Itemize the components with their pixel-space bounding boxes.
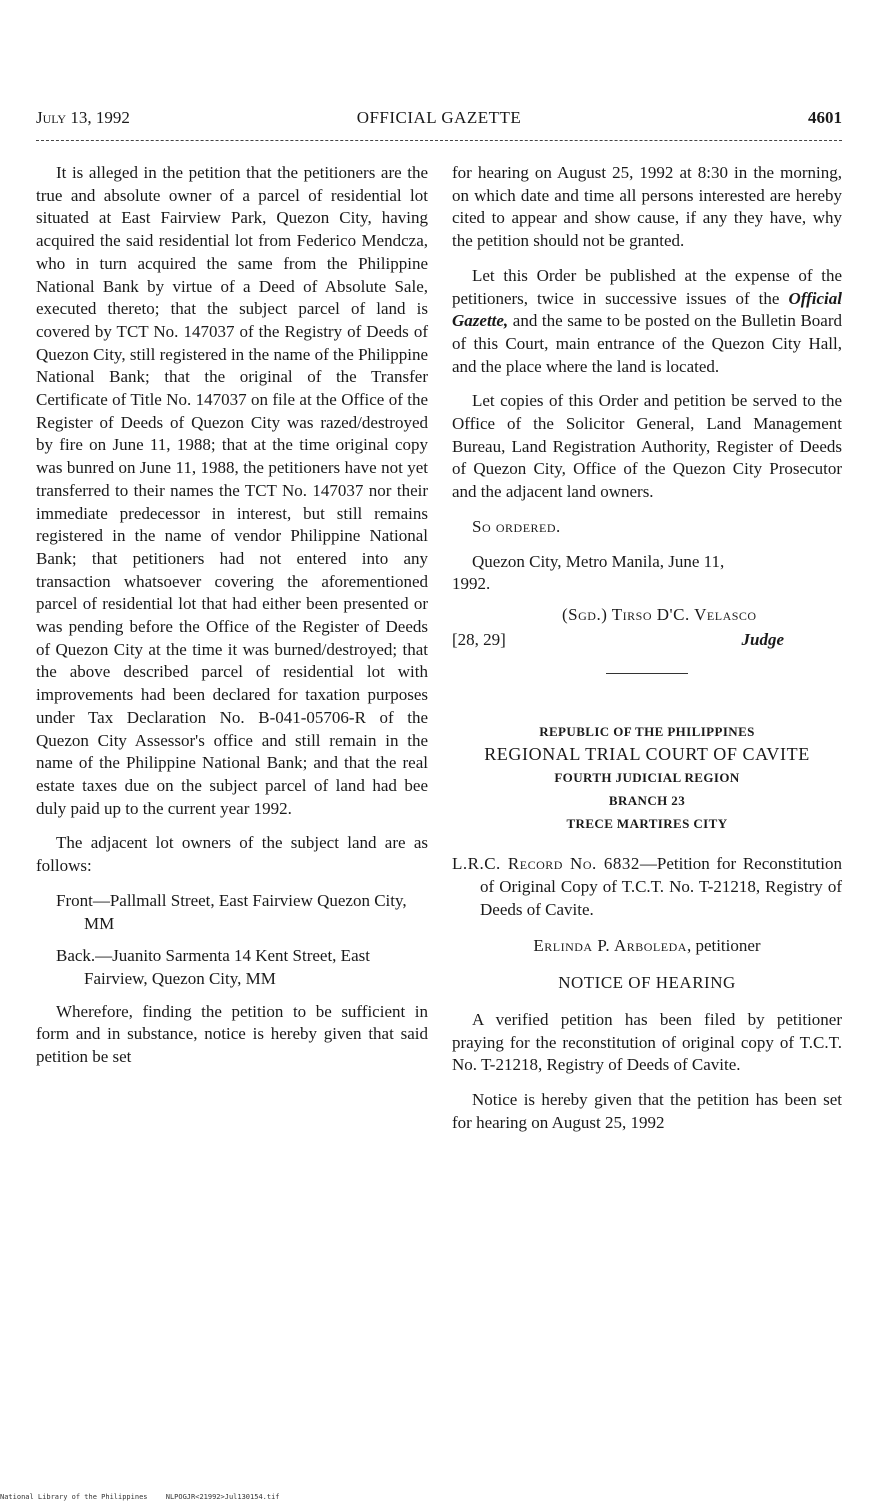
notice-paragraph: Notice is hereby given that the petition has been set for hearing on August 25, 1992 (452, 1089, 842, 1132)
verified-petition-paragraph: A verified petition has been filed by petitioner praying for the reconstitution of original copy of T.C.T. No. T-21218, Registry of Deeds of Cavite. (452, 1009, 842, 1075)
petitioner-line (452, 935, 842, 958)
footer-library: National Library of the Philippines (0, 1493, 148, 1501)
header-title: OFFICIAL GAZETTE (356, 108, 522, 127)
court-name: REGIONAL TRIAL COURT OF CAVITE (484, 744, 810, 765)
issue-reference: [28, 29] (452, 629, 506, 649)
adjacent-owner-front: Front—Pallmall Street, East Fairview Quezon City, MM (56, 890, 407, 933)
petitioner-name: Erlinda P. Arboleda (533, 936, 687, 956)
header-page-number: 4601 (808, 108, 842, 127)
judge-title: Judge (741, 629, 784, 649)
scan-footer (0, 1493, 294, 1501)
left-column (36, 162, 428, 1081)
publication-text-a: Let this Order be published at the expense of the petitioners, twice in successive issues of the (452, 265, 842, 308)
signature-bottom (452, 629, 842, 652)
service-paragraph: Let copies of this Order and petition be served to the Office of the Solicitor General, Land Management Bureau, Land Registration Authority, Register of Deeds of Quezon City, Office of the Quezon City Prosecutor and the adjacent land owners. (452, 391, 842, 502)
publication-text-b: and the same to be posted on the Bulletin Board of this Court, main entrance of the Quezon City Hall, and the place where the land is located. (452, 311, 842, 376)
section-divider (606, 673, 688, 674)
petitioner-role: , petitioner (686, 936, 761, 956)
footer-file: NLPOGJR<21992>Jul130154.tif (165, 1493, 280, 1501)
court-region: FOURTH JUDICIAL REGION (554, 770, 740, 786)
header-rule (36, 140, 842, 141)
place-date (452, 551, 842, 574)
adjacent-owner-back: Back.—Juanito Sarmenta 14 Kent Street, East Fairview, Quezon City, MM (56, 946, 370, 988)
page-header (36, 108, 842, 134)
notice-of-hearing-title: NOTICE OF HEARING (558, 973, 736, 993)
official-gazette-italic: Official Gazette, (452, 288, 842, 331)
lrc-text: —Petition for Reconstitution of Original Copy of T.C.T. No. T-21218, Registry of Deeds of Cavite. (480, 854, 842, 919)
place-line: Quezon City, Metro Manila, June 11, (472, 551, 725, 571)
so-ordered: So ordered. (472, 516, 561, 536)
court-city: TRECE MARTIRES CITY (566, 816, 728, 832)
wherefore-paragraph: Wherefore, finding the petition to be sufficient in form and in substance, notice is hereby given that said petition be set (36, 1001, 428, 1067)
place-year: 1992. (452, 574, 491, 594)
court-republic: REPUBLIC OF THE PHILIPPINES (539, 724, 755, 740)
petition-allegation-paragraph: It is alleged in the petition that the petitioners are the true and absolute owner of a parcel of residential lot situated at East Fairview Park, Quezon City, having acquired the said residential lot from Federico Mendcza, who in turn acquired the same from the Philippine National Bank by virtue of a Deed of Absolute Sale, executed thereto; that the subject parcel of land is covered by TCT No. 147037 of the Registry of Deeds of Quezon City, still registered in the name of the Philippine National Bank; that the original of the Transfer Certificate of Title No. 147037 on file at the Office of the Register of Deeds of Quezon City was razed/destroyed by fire on June 11, 1988; that at the time original copy was bunred on June 11, 1988, the petitioners have not yet transferred to their names the TCT No. 147037 nor their immediate predecessor in interest, but still remains registered in the name of vendor Philippine National Bank; that petitioners had not entered into any transaction whatsoever covering the aforementioned parcel of residential lot that had either been presented or was pending before the Office of the Register of Deeds of Quezon City at the time it was burned/destroyed; that the above described parcel of residential lot with improvements had been declared for taxation purposes under Tax Declaration No. B-041-05706-R of the Quezon City Assessor's office and still remain in the name of the Philippine National Bank; and that the real estate taxes due on the subject parcel of land had bee duly paid up to the current year 1992. (36, 163, 428, 818)
court-branch: BRANCH 23 (608, 793, 686, 809)
adjacent-owners-paragraph: The adjacent lot owners of the subject land are as follows: (36, 833, 428, 876)
publication-paragraph (452, 265, 842, 379)
lrc-record (452, 853, 842, 921)
header-date: July 13, 1992 (36, 108, 130, 127)
signature-line: (Sgd.) Tirso D'C. Velasco (562, 604, 757, 624)
lrc-label: L.R.C. Record No. 6832 (452, 854, 640, 874)
right-column (452, 162, 842, 1146)
court-heading (452, 720, 842, 835)
hearing-continuation-paragraph: for hearing on August 25, 1992 at 8:30 in the morning, on which date and time all persons interested are hereby cited to appear and show cause, if any they have, why the petition should not be granted. (452, 163, 842, 251)
